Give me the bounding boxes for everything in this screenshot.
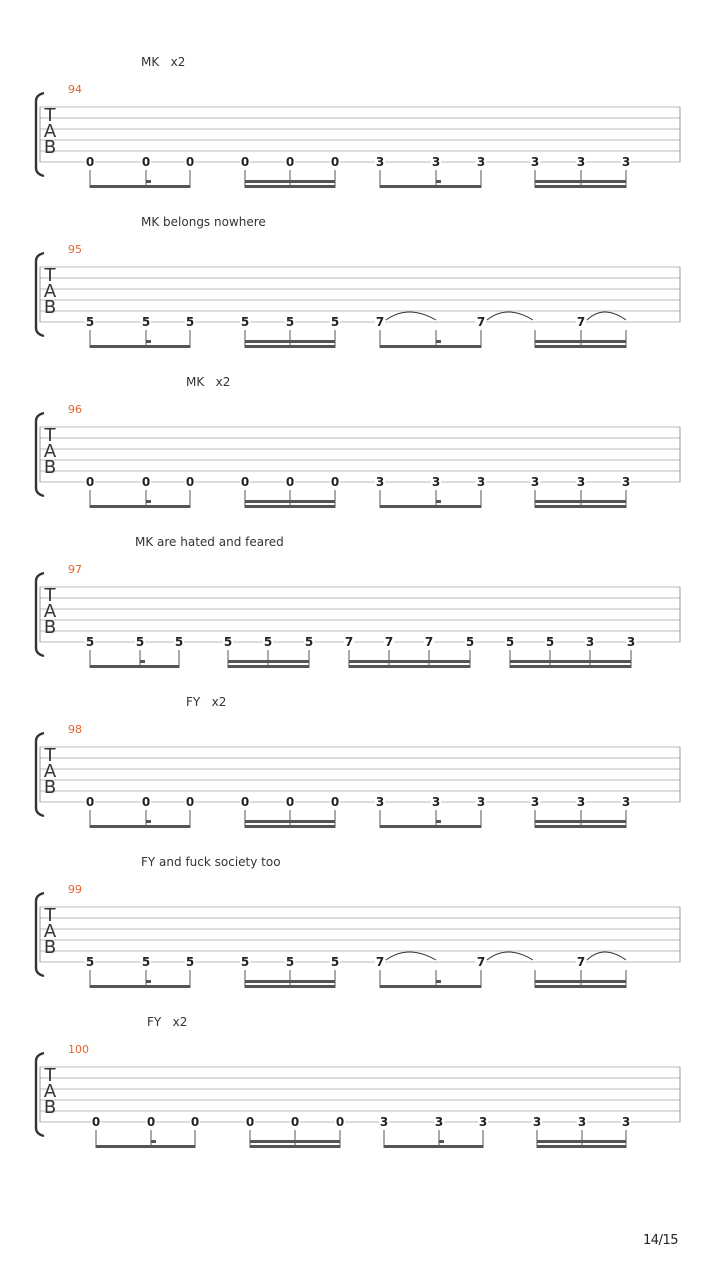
fret-number: 5: [285, 315, 295, 329]
lyric-text: MK are hated and feared: [135, 535, 284, 549]
beam: [90, 665, 179, 668]
beam-stub: [146, 980, 151, 983]
beam-stub: [439, 1140, 444, 1143]
tab-clef-letter: T: [44, 1065, 56, 1086]
fret-number: 0: [85, 795, 95, 809]
tab-system: [0, 855, 720, 1015]
fret-number: 5: [330, 315, 340, 329]
tab-staff: [0, 1015, 720, 1175]
fret-number: 3: [530, 795, 540, 809]
fret-number: 3: [577, 1115, 587, 1129]
fret-number: 5: [141, 955, 151, 969]
fret-number: 0: [91, 1115, 101, 1129]
tab-system: [0, 215, 720, 375]
fret-number: 0: [141, 155, 151, 169]
beam: [245, 185, 335, 188]
page-number: 14/15: [643, 1233, 678, 1248]
beam: [245, 180, 335, 183]
fret-number: 5: [465, 635, 475, 649]
beam-stub: [436, 180, 441, 183]
tab-clef-letter: A: [43, 921, 57, 942]
fret-number: 3: [585, 635, 595, 649]
tab-system: [0, 695, 720, 855]
beam-stub: [436, 500, 441, 503]
lyric-text: FY x2: [147, 1015, 188, 1029]
beam: [349, 660, 470, 663]
beam: [510, 660, 631, 663]
measure-number: 95: [68, 243, 82, 256]
beam-stub: [436, 980, 441, 983]
beam: [250, 1145, 340, 1148]
fret-number: 0: [185, 475, 195, 489]
tab-staff: [0, 695, 720, 855]
tab-clef-letter: A: [43, 441, 57, 462]
fret-number: 0: [185, 155, 195, 169]
lyric-text: FY x2: [186, 695, 227, 709]
fret-number: 0: [330, 795, 340, 809]
beam: [380, 505, 481, 508]
fret-number: 5: [141, 315, 151, 329]
fret-number: 3: [621, 1115, 631, 1129]
tab-clef-letter: A: [43, 121, 57, 142]
fret-number: 5: [505, 635, 515, 649]
fret-number: 5: [240, 315, 250, 329]
beam: [510, 665, 631, 668]
measure-number: 97: [68, 563, 82, 576]
fret-number: 7: [576, 955, 586, 969]
beam: [384, 1145, 483, 1148]
tie-arc: [386, 952, 436, 960]
fret-number: 5: [263, 635, 273, 649]
beam: [535, 825, 626, 828]
fret-number: 3: [375, 155, 385, 169]
fret-number: 0: [290, 1115, 300, 1129]
beam: [250, 1140, 340, 1143]
beam-stub: [436, 340, 441, 343]
tie-arc: [386, 312, 436, 320]
fret-number: 5: [285, 955, 295, 969]
tie-arc: [587, 312, 626, 320]
fret-number: 0: [141, 475, 151, 489]
tie-arc: [487, 312, 533, 320]
measure-number: 94: [68, 83, 82, 96]
tab-clef-letter: T: [44, 425, 56, 446]
tab-clef-letter: B: [43, 937, 57, 958]
tab-system: [0, 375, 720, 535]
measure-number: 100: [68, 1043, 89, 1056]
fret-number: 3: [431, 795, 441, 809]
beam: [228, 660, 309, 663]
beam-stub: [146, 180, 151, 183]
fret-number: 5: [174, 635, 184, 649]
fret-number: 3: [532, 1115, 542, 1129]
tab-clef-letter: B: [43, 617, 57, 638]
fret-number: 5: [85, 315, 95, 329]
lyric-text: MK x2: [141, 55, 186, 69]
fret-number: 5: [304, 635, 314, 649]
fret-number: 0: [190, 1115, 200, 1129]
fret-number: 3: [621, 475, 631, 489]
beam: [90, 185, 190, 188]
tab-clef-letter: A: [43, 601, 57, 622]
beam: [535, 340, 626, 343]
fret-number: 5: [85, 635, 95, 649]
beam-stub: [146, 500, 151, 503]
fret-number: 5: [185, 315, 195, 329]
fret-number: 3: [530, 155, 540, 169]
lyric-text: FY and fuck society too: [141, 855, 281, 869]
tab-clef-letter: A: [43, 1081, 57, 1102]
lyric-text: MK x2: [186, 375, 231, 389]
fret-number: 0: [146, 1115, 156, 1129]
beam: [380, 345, 481, 348]
tab-clef-letter: T: [44, 745, 56, 766]
fret-number: 3: [576, 475, 586, 489]
measure-number: 99: [68, 883, 82, 896]
fret-number: 0: [185, 795, 195, 809]
fret-number: 0: [285, 475, 295, 489]
tab-clef-letter: T: [44, 905, 56, 926]
tab-clef-letter: A: [43, 281, 57, 302]
fret-number: 7: [344, 635, 354, 649]
tab-clef-letter: T: [44, 585, 56, 606]
beam: [245, 345, 335, 348]
fret-number: 3: [375, 795, 385, 809]
fret-number: 5: [330, 955, 340, 969]
beam: [537, 1145, 626, 1148]
beam: [228, 665, 309, 668]
fret-number: 5: [223, 635, 233, 649]
fret-number: 5: [240, 955, 250, 969]
tab-system: [0, 535, 720, 695]
measure-number: 96: [68, 403, 82, 416]
fret-number: 5: [135, 635, 145, 649]
fret-number: 3: [621, 155, 631, 169]
beam: [245, 825, 335, 828]
beam: [90, 505, 190, 508]
fret-number: 3: [530, 475, 540, 489]
beam: [380, 185, 481, 188]
beam-stub: [151, 1140, 156, 1143]
beam: [245, 985, 335, 988]
fret-number: 0: [330, 475, 340, 489]
fret-number: 7: [476, 955, 486, 969]
beam: [535, 185, 626, 188]
fret-number: 5: [185, 955, 195, 969]
beam: [537, 1140, 626, 1143]
fret-number: 0: [245, 1115, 255, 1129]
measure-number: 98: [68, 723, 82, 736]
tab-staff: [0, 55, 720, 215]
fret-number: 0: [85, 155, 95, 169]
tab-clef-letter: B: [43, 1097, 57, 1118]
beam: [245, 820, 335, 823]
beam: [380, 985, 481, 988]
fret-number: 0: [285, 155, 295, 169]
tab-clef-letter: T: [44, 265, 56, 286]
fret-number: 5: [545, 635, 555, 649]
fret-number: 0: [240, 475, 250, 489]
beam: [90, 985, 190, 988]
fret-number: 3: [621, 795, 631, 809]
tab-clef-letter: B: [43, 297, 57, 318]
tab-clef-letter: B: [43, 137, 57, 158]
fret-number: 3: [626, 635, 636, 649]
tab-staff: [0, 855, 720, 1015]
fret-number: 3: [478, 1115, 488, 1129]
fret-number: 0: [330, 155, 340, 169]
fret-number: 3: [576, 795, 586, 809]
beam-stub: [436, 820, 441, 823]
beam: [245, 500, 335, 503]
beam: [535, 500, 626, 503]
fret-number: 7: [384, 635, 394, 649]
beam: [90, 825, 190, 828]
lyric-text: MK belongs nowhere: [141, 215, 266, 229]
beam: [535, 820, 626, 823]
beam: [90, 345, 190, 348]
beam-stub: [146, 820, 151, 823]
fret-number: 7: [375, 955, 385, 969]
fret-number: 3: [476, 155, 486, 169]
tab-system: [0, 1015, 720, 1175]
beam-stub: [146, 340, 151, 343]
fret-number: 5: [85, 955, 95, 969]
fret-number: 7: [375, 315, 385, 329]
fret-number: 0: [335, 1115, 345, 1129]
beam: [535, 505, 626, 508]
beam: [245, 980, 335, 983]
beam: [535, 345, 626, 348]
fret-number: 0: [285, 795, 295, 809]
tab-clef-letter: T: [44, 105, 56, 126]
beam-stub: [140, 660, 145, 663]
fret-number: 3: [431, 155, 441, 169]
beam: [380, 825, 481, 828]
tie-arc: [587, 952, 626, 960]
tab-staff: [0, 535, 720, 695]
beam: [535, 980, 626, 983]
beam: [245, 340, 335, 343]
fret-number: 0: [240, 155, 250, 169]
tab-clef-letter: B: [43, 457, 57, 478]
beam: [349, 665, 470, 668]
tab-staff: [0, 215, 720, 375]
tab-clef-letter: A: [43, 761, 57, 782]
fret-number: 7: [576, 315, 586, 329]
fret-number: 3: [476, 795, 486, 809]
fret-number: 3: [375, 475, 385, 489]
fret-number: 3: [576, 155, 586, 169]
fret-number: 0: [240, 795, 250, 809]
fret-number: 0: [85, 475, 95, 489]
beam: [96, 1145, 195, 1148]
fret-number: 3: [434, 1115, 444, 1129]
tab-staff: [0, 375, 720, 535]
tab-system: [0, 55, 720, 215]
fret-number: 7: [476, 315, 486, 329]
beam: [535, 985, 626, 988]
tab-clef-letter: B: [43, 777, 57, 798]
fret-number: 3: [379, 1115, 389, 1129]
fret-number: 3: [431, 475, 441, 489]
beam: [245, 505, 335, 508]
tie-arc: [487, 952, 533, 960]
fret-number: 0: [141, 795, 151, 809]
fret-number: 3: [476, 475, 486, 489]
fret-number: 7: [424, 635, 434, 649]
beam: [535, 180, 626, 183]
